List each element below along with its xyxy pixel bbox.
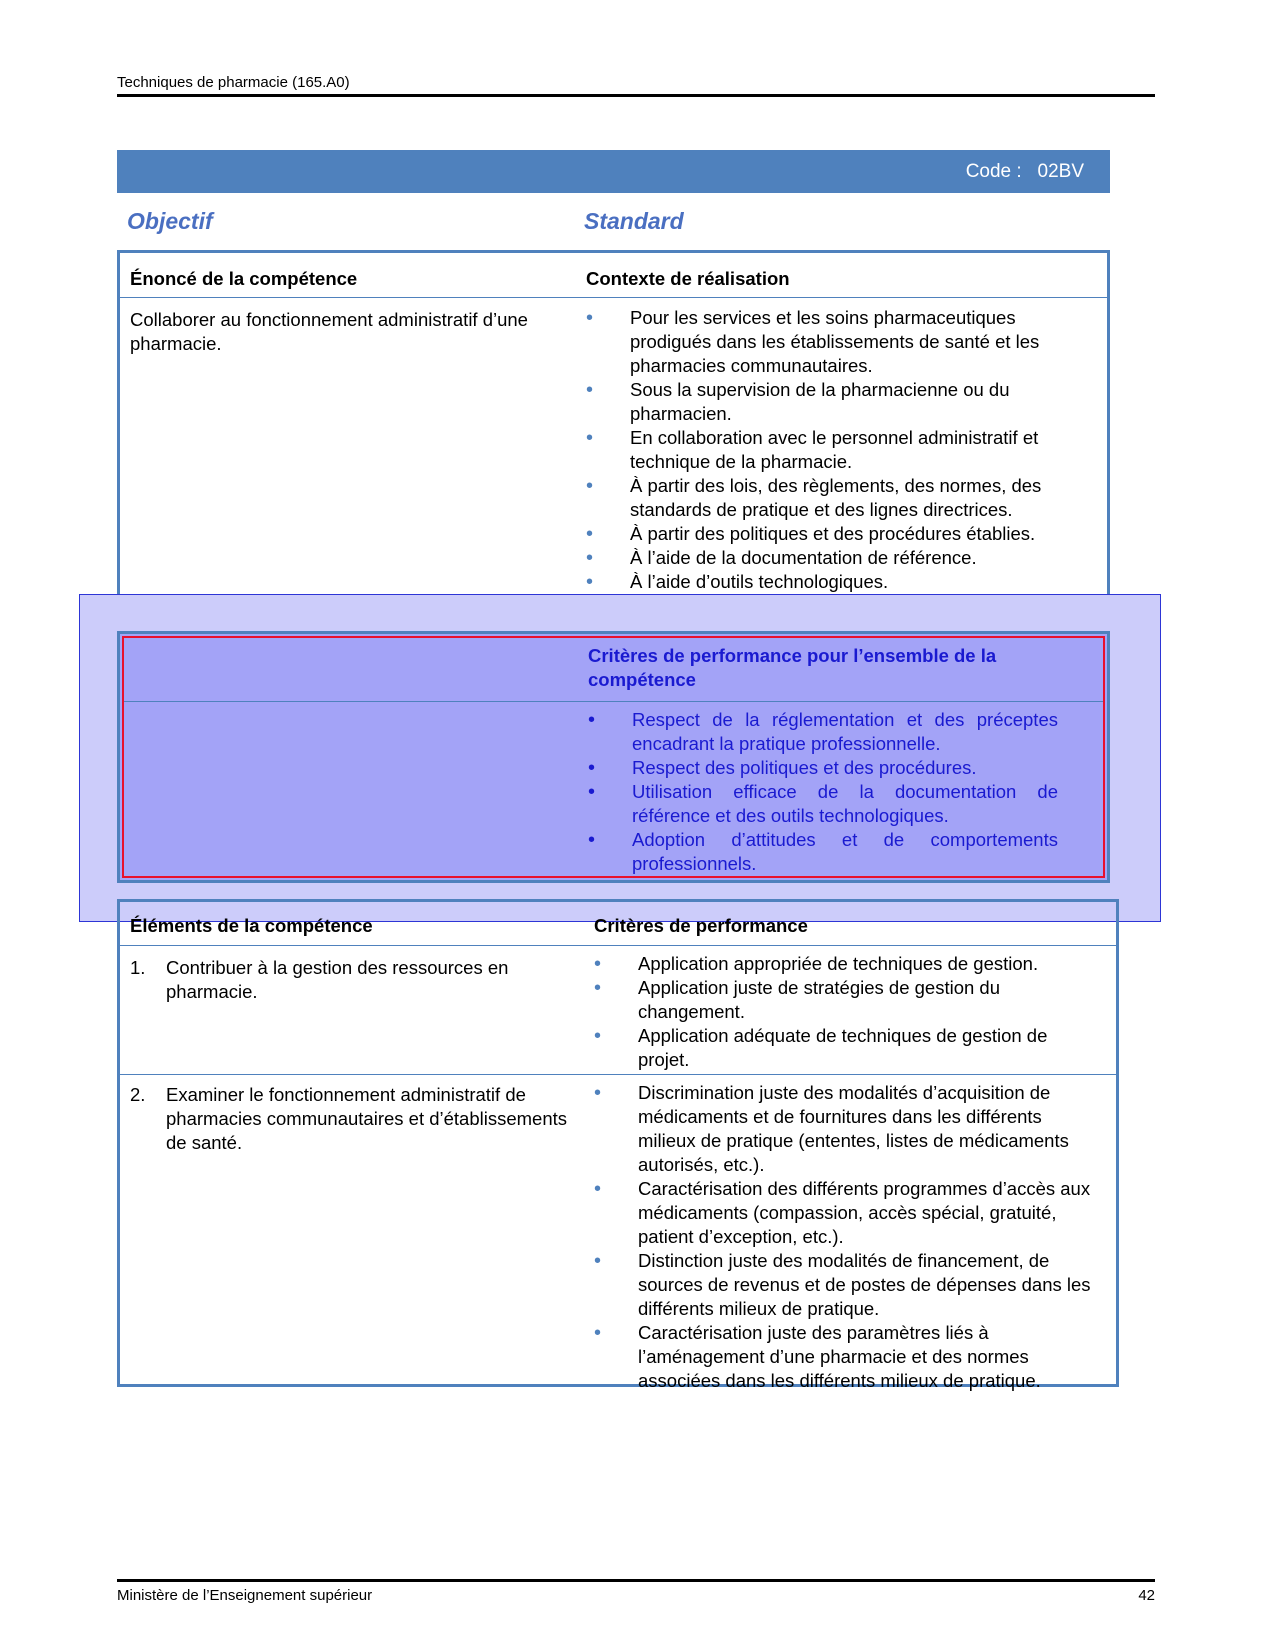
selection-box	[122, 636, 1105, 878]
list-item: • Application appropriée de techniques de gestion.	[594, 952, 1084, 976]
list-item: • À partir des lois, des règlements, des normes, des standards de pratique et des lignes directrices.	[586, 474, 1076, 522]
list-item: • Utilisation efficace de la documentation de référence et des outils technologiques.	[588, 780, 1058, 828]
element-number: 2.	[130, 1084, 146, 1105]
criteria-list	[594, 1081, 1094, 1393]
statement-header: Énoncé de la compétence	[130, 268, 358, 289]
performance-overall-header: Critères de performance pour l’ensemble de la compétence	[588, 645, 997, 690]
competence-table-body	[120, 297, 1107, 595]
table-row	[120, 1074, 1116, 1391]
elements-table	[117, 899, 1119, 1391]
elements-header: Éléments de la compétence	[130, 915, 373, 936]
list-item: • À l’aide d’outils technologiques.	[586, 570, 1076, 594]
element-1	[130, 956, 586, 1004]
list-item: • Distinction juste des modalités de financement, de sources de revenus et de postes de dépenses dans les différents milieux de pratique.	[594, 1249, 1094, 1321]
performance-overall-table	[117, 631, 1110, 883]
criteria-list	[594, 952, 1084, 1072]
list-item: • Respect des politiques et des procédures.	[588, 756, 1058, 780]
competence-table	[117, 250, 1110, 597]
list-item: • Respect de la réglementation et des préceptes encadrant la pratique professionnelle.	[588, 708, 1058, 756]
criteria-header: Critères de performance	[594, 915, 808, 936]
standard-label: Standard	[584, 208, 684, 234]
elements-table-header	[120, 902, 1116, 945]
ministry-name: Ministère de l’Enseignement supérieur	[117, 1587, 373, 1604]
list-item: • En collaboration avec le personnel administratif et technique de la pharmacie.	[586, 426, 1076, 474]
program-title: Techniques de pharmacie (165.A0)	[117, 74, 350, 91]
competence-table-header	[120, 253, 1107, 297]
list-item: • À l’aide de la documentation de référence.	[586, 546, 1076, 570]
page-header	[117, 74, 1155, 97]
context-list	[586, 306, 1076, 594]
element-number: 1.	[130, 957, 146, 978]
context-header: Contexte de réalisation	[586, 268, 790, 289]
list-item: • Application adéquate de techniques de gestion de projet.	[594, 1024, 1084, 1072]
competency-code: Code : 02BV	[965, 161, 1084, 182]
list-item: • Caractérisation juste des paramètres liés à l’aménagement d’une pharmacie et des normes associées dans les différents milieux de pratique.	[594, 1321, 1094, 1393]
list-item: • Pour les services et les soins pharmaceutiques prodigués dans les établissements de santé et les pharmacies communautaires.	[586, 306, 1076, 378]
page-number: 42	[1138, 1587, 1155, 1604]
list-item: • Caractérisation des différents programmes d’accès aux médicaments (compassion, accès spécial, gratuité, patient d’exception, etc.).	[594, 1177, 1094, 1249]
element-2	[130, 1083, 586, 1155]
list-item: • Application juste de stratégies de gestion du changement.	[594, 976, 1084, 1024]
objective-label: Objectif	[127, 208, 213, 234]
list-item: • Adoption d’attitudes et de comportements professionnels.	[588, 828, 1058, 876]
list-item: • Discrimination juste des modalités d’acquisition de médicaments et de fournitures dans les différents milieux de pratique (ententes, listes de médicaments autorisés, etc.).	[594, 1081, 1094, 1177]
list-item: • À partir des politiques et des procédures établies.	[586, 522, 1076, 546]
page-footer	[117, 1579, 1155, 1604]
element-label: Contribuer à la gestion des ressources en pharmacie.	[166, 957, 509, 1002]
code-bar	[117, 150, 1110, 193]
competence-statement: Collaborer au fonctionnement administratif d’une pharmacie.	[130, 309, 528, 354]
row-divider	[124, 701, 1103, 702]
list-item: • Sous la supervision de la pharmacienne ou du pharmacien.	[586, 378, 1076, 426]
performance-overall-list	[588, 708, 1058, 876]
table-row	[120, 945, 1116, 1074]
element-label: Examiner le fonctionnement administratif de pharmacies communautaires et d’établissements de santé.	[166, 1084, 568, 1153]
